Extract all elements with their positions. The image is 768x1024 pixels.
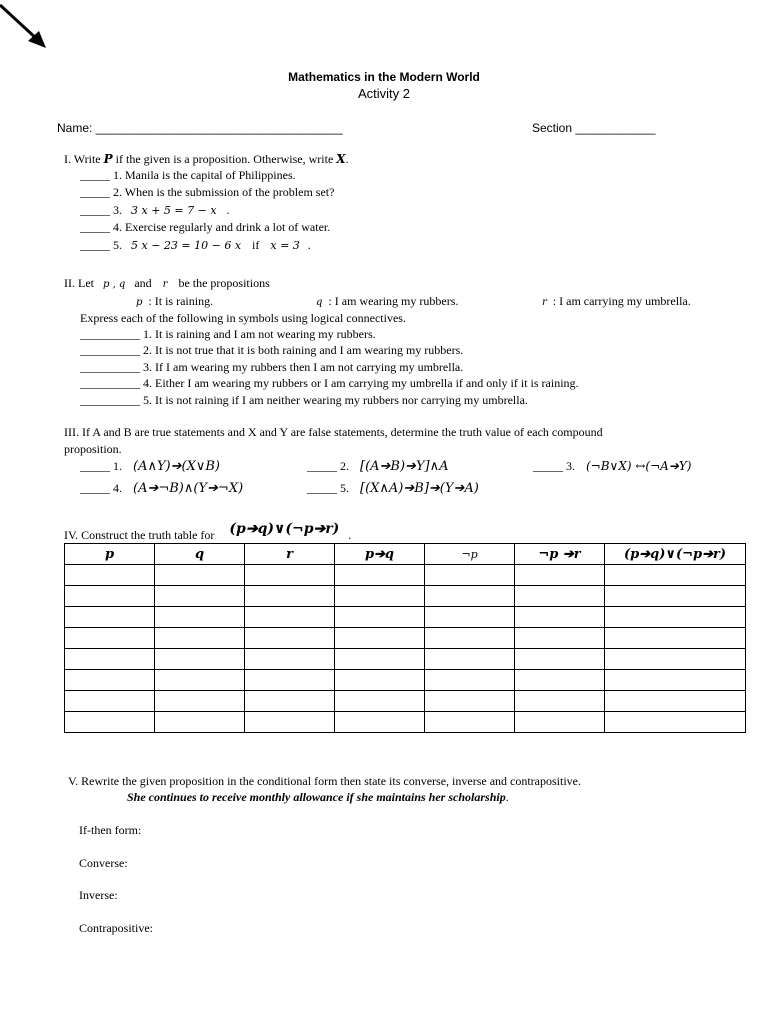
contrapositive-label: Contrapositive:	[79, 921, 153, 935]
part3-item-2: _____ 2. [(A➔B)➔Y]∧A	[307, 459, 449, 474]
part1-item-2: _____ 2. When is the submission of the problem set?	[80, 185, 335, 199]
part1-item-3: _____ 3. 3 x + 5 = 7 − x .	[80, 203, 230, 217]
part4-intro: IV. Construct the truth table for (p➔q)∨(¬p➔r) .	[64, 521, 352, 542]
section-blank: ____________	[575, 121, 656, 135]
part3-item-3: _____ 3. (¬B∨X) ↔(¬A➔Y)	[533, 459, 692, 473]
part2-def-q: q : I am wearing my rubbers.	[316, 294, 459, 308]
part2-item-3: __________ 3. If I am wearing my rubbers then I am not carrying my umbrella.	[80, 360, 464, 374]
part2-intro: II. Let p , q and r be the propositions	[64, 276, 270, 290]
header-not-p-implies-r: ¬p ➔r	[515, 544, 605, 565]
part3-item-1: _____ 1. (A∧Y)➔(X∨B)	[80, 459, 220, 474]
header-q: q	[155, 544, 245, 565]
table-row[interactable]	[65, 691, 746, 712]
part2-express: Express each of the following in symbols using logical connectives.	[80, 311, 406, 325]
part1-item-1: _____ 1. Manila is the capital of Philippines.	[80, 168, 296, 182]
section-field[interactable]	[532, 121, 655, 135]
part2-def-r: r : I am carrying my umbrella.	[542, 294, 691, 308]
part2-item-5: __________ 5. It is not raining if I am neither wearing my rubbers nor carrying my umbrella.	[80, 393, 528, 407]
part1-intro: I. Write P if the given is a proposition. Otherwise, write X.	[64, 152, 349, 166]
if-then-form-label: If-then form:	[79, 823, 142, 837]
truth-table	[64, 543, 746, 733]
part3-intro-line1: III. If A and B are true statements and X and Y are false statements, determine the truth value of each compound	[64, 425, 603, 439]
part5-statement: She continues to receive monthly allowance if she maintains her scholarship.	[127, 790, 509, 804]
document-title: Mathematics in the Modern World	[288, 70, 480, 84]
name-blank: _____________________________________	[95, 121, 343, 135]
table-row[interactable]	[65, 649, 746, 670]
table-row[interactable]	[65, 565, 746, 586]
arrow-icon	[0, 0, 52, 52]
part3-intro-line2: proposition.	[64, 442, 122, 456]
part2-item-4: __________ 4. Either I am wearing my rubbers or I am carrying my umbrella if and only if it is raining.	[80, 376, 579, 390]
activity-subtitle: Activity 2	[357, 86, 410, 101]
section-label: Section	[532, 121, 573, 135]
table-row[interactable]	[65, 670, 746, 691]
table-row[interactable]	[65, 607, 746, 628]
part1-item-5: _____ 5. 5 x − 23 = 10 − 6 x if x = 3 .	[80, 238, 311, 252]
truth-table-header	[65, 544, 746, 565]
table-row[interactable]	[65, 628, 746, 649]
table-row[interactable]	[65, 712, 746, 733]
header-p: p	[65, 544, 155, 565]
part2-item-2: __________ 2. It is not true that it is both raining and I am wearing my rubbers.	[80, 343, 464, 357]
part3-item-5: _____ 5. [(X∧A)➔B]➔(Y➔A)	[307, 481, 479, 496]
header-not-p: ¬p	[425, 544, 515, 565]
header-r: r	[245, 544, 335, 565]
part2-def-p: p : It is raining.	[136, 294, 214, 308]
part5-intro: V. Rewrite the given proposition in the conditional form then state its converse, inverse and contrapositive.	[68, 774, 581, 788]
header-full-expression: (p➔q)∨(¬p➔r)	[605, 544, 746, 565]
converse-label: Converse:	[79, 856, 128, 870]
table-row[interactable]	[65, 586, 746, 607]
part1-item-4: _____ 4. Exercise regularly and drink a lot of water.	[80, 220, 331, 234]
part2-item-1: __________ 1. It is raining and I am not wearing my rubbers.	[80, 327, 376, 341]
header-p-implies-q: p➔q	[335, 544, 425, 565]
inverse-label: Inverse:	[79, 888, 118, 902]
name-field[interactable]	[57, 121, 343, 135]
part3-item-4: _____ 4. (A➔¬B)∧(Y➔¬X)	[80, 481, 244, 496]
name-label: Name:	[57, 121, 93, 135]
